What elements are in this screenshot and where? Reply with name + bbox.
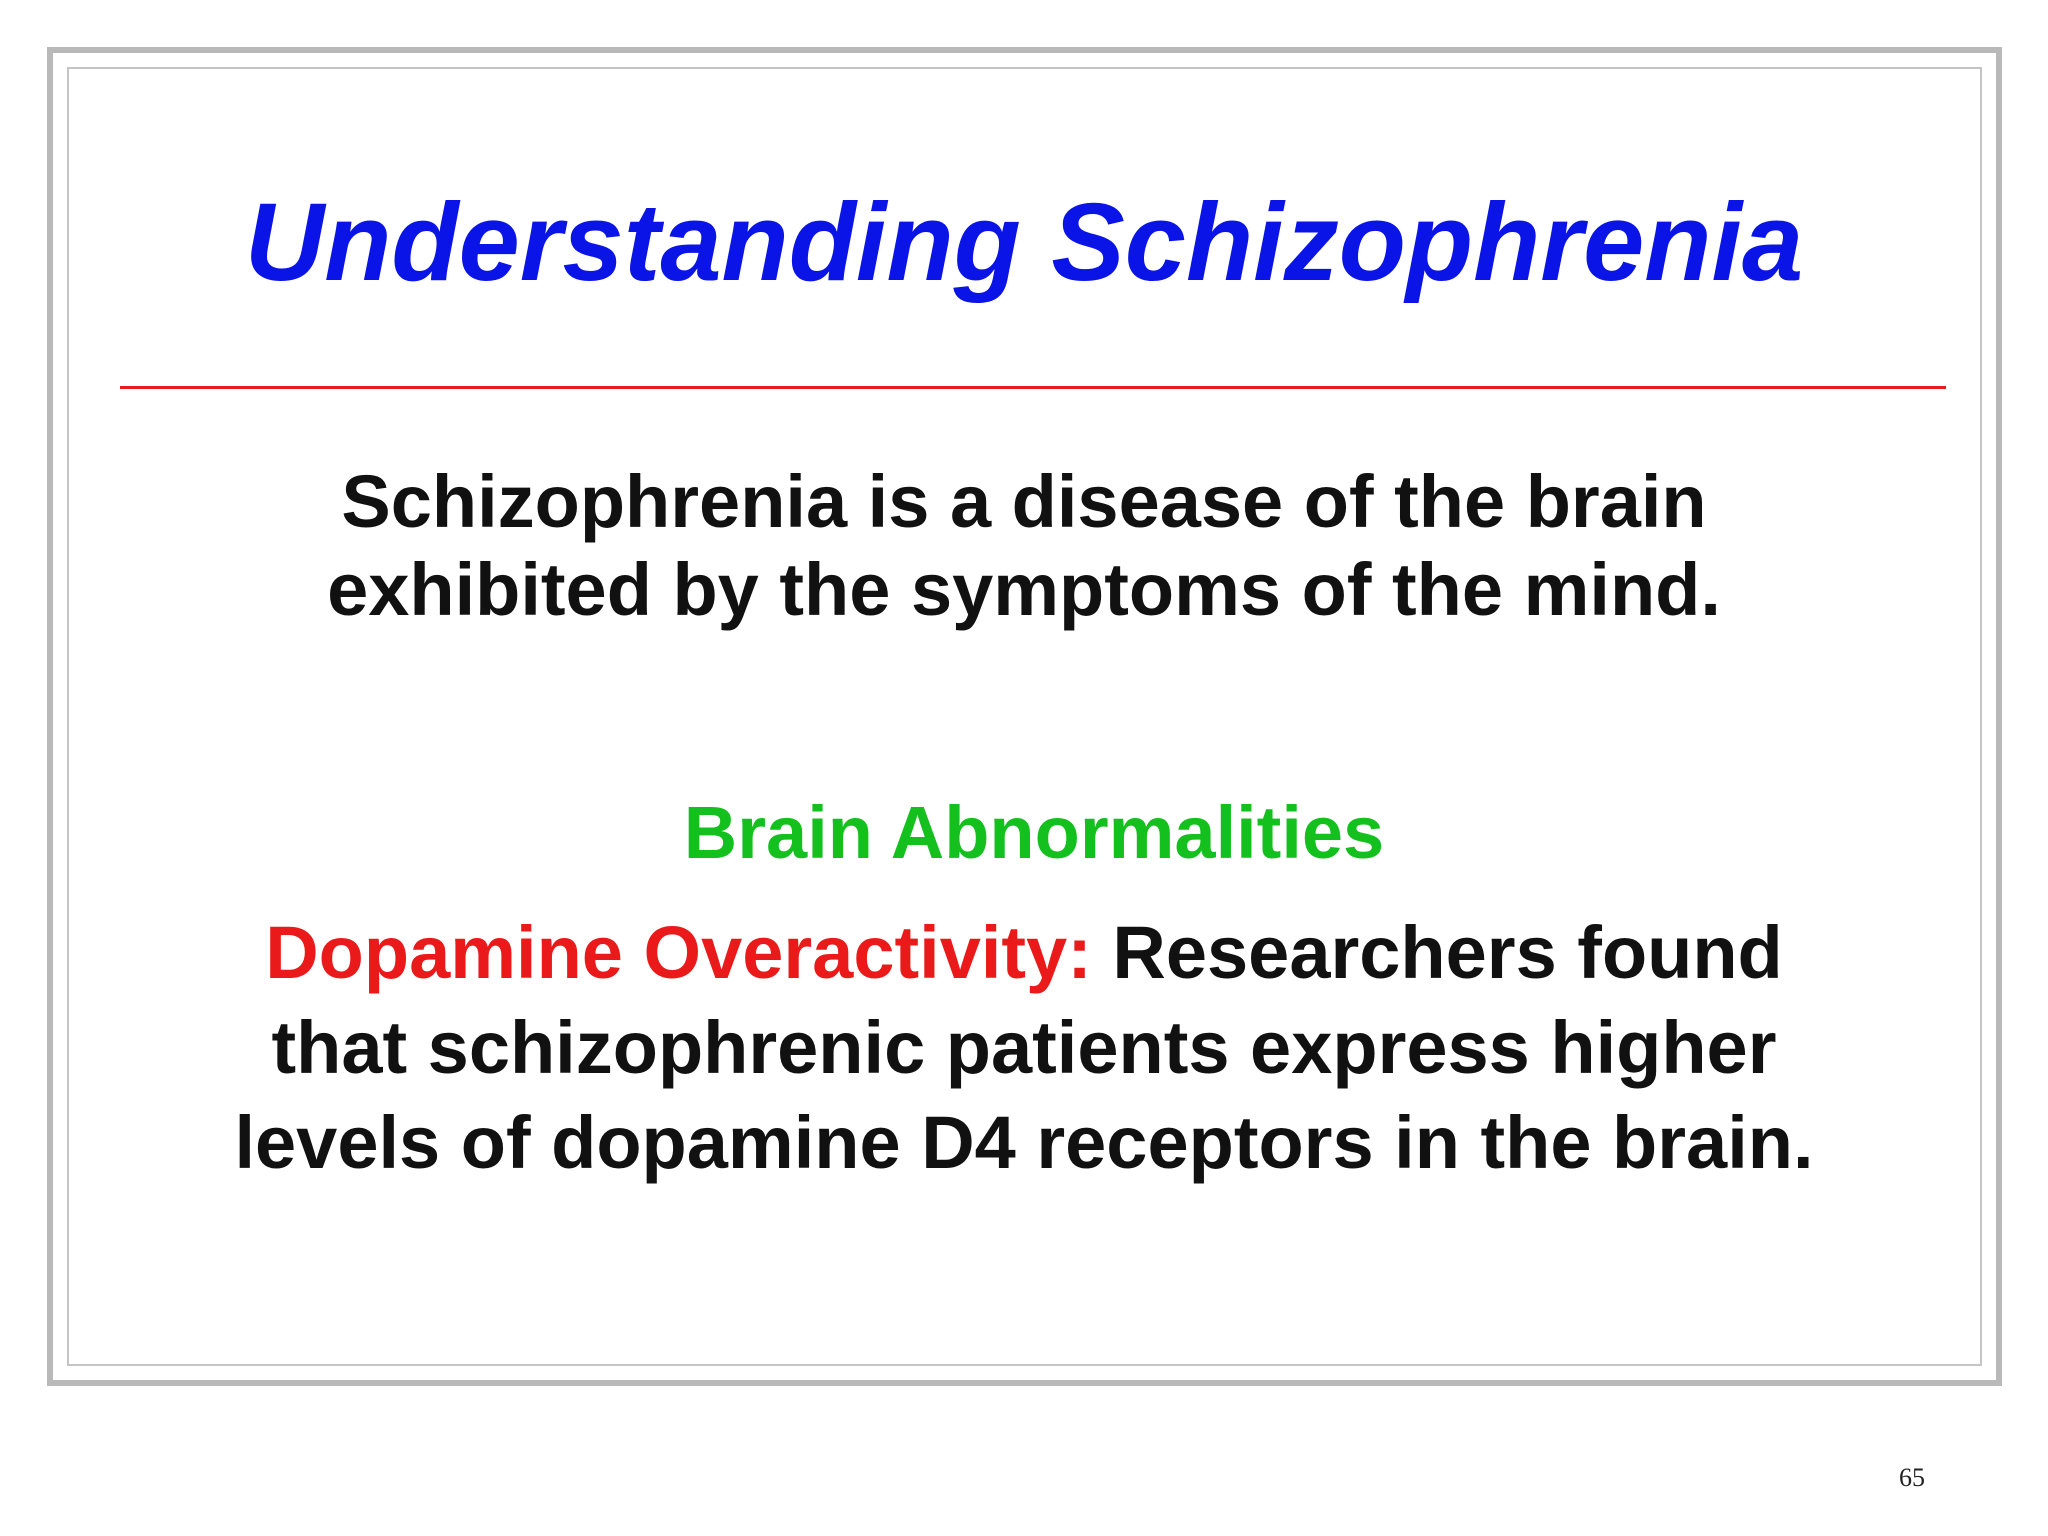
statement-line-1: Schizophrenia is a disease of the brain xyxy=(341,460,1707,543)
main-statement xyxy=(0,458,2048,634)
finding-line-3: levels of dopamine D4 receptors in the brain. xyxy=(234,1101,1814,1184)
page-number: 65 xyxy=(1899,1463,1925,1492)
finding-paragraph xyxy=(0,905,2048,1190)
finding-line-1-rest: Researchers found xyxy=(1091,911,1783,994)
finding-lead: Dopamine Overactivity: xyxy=(265,911,1092,994)
section-subheading: Brain Abnormalities xyxy=(683,791,1385,874)
slide-title: Understanding Schizophrenia xyxy=(244,181,1804,304)
statement-line-2: exhibited by the symptoms of the mind. xyxy=(327,548,1721,631)
title-divider xyxy=(120,386,1946,389)
finding-line-2: that schizophrenic patients express higher xyxy=(271,1006,1777,1089)
